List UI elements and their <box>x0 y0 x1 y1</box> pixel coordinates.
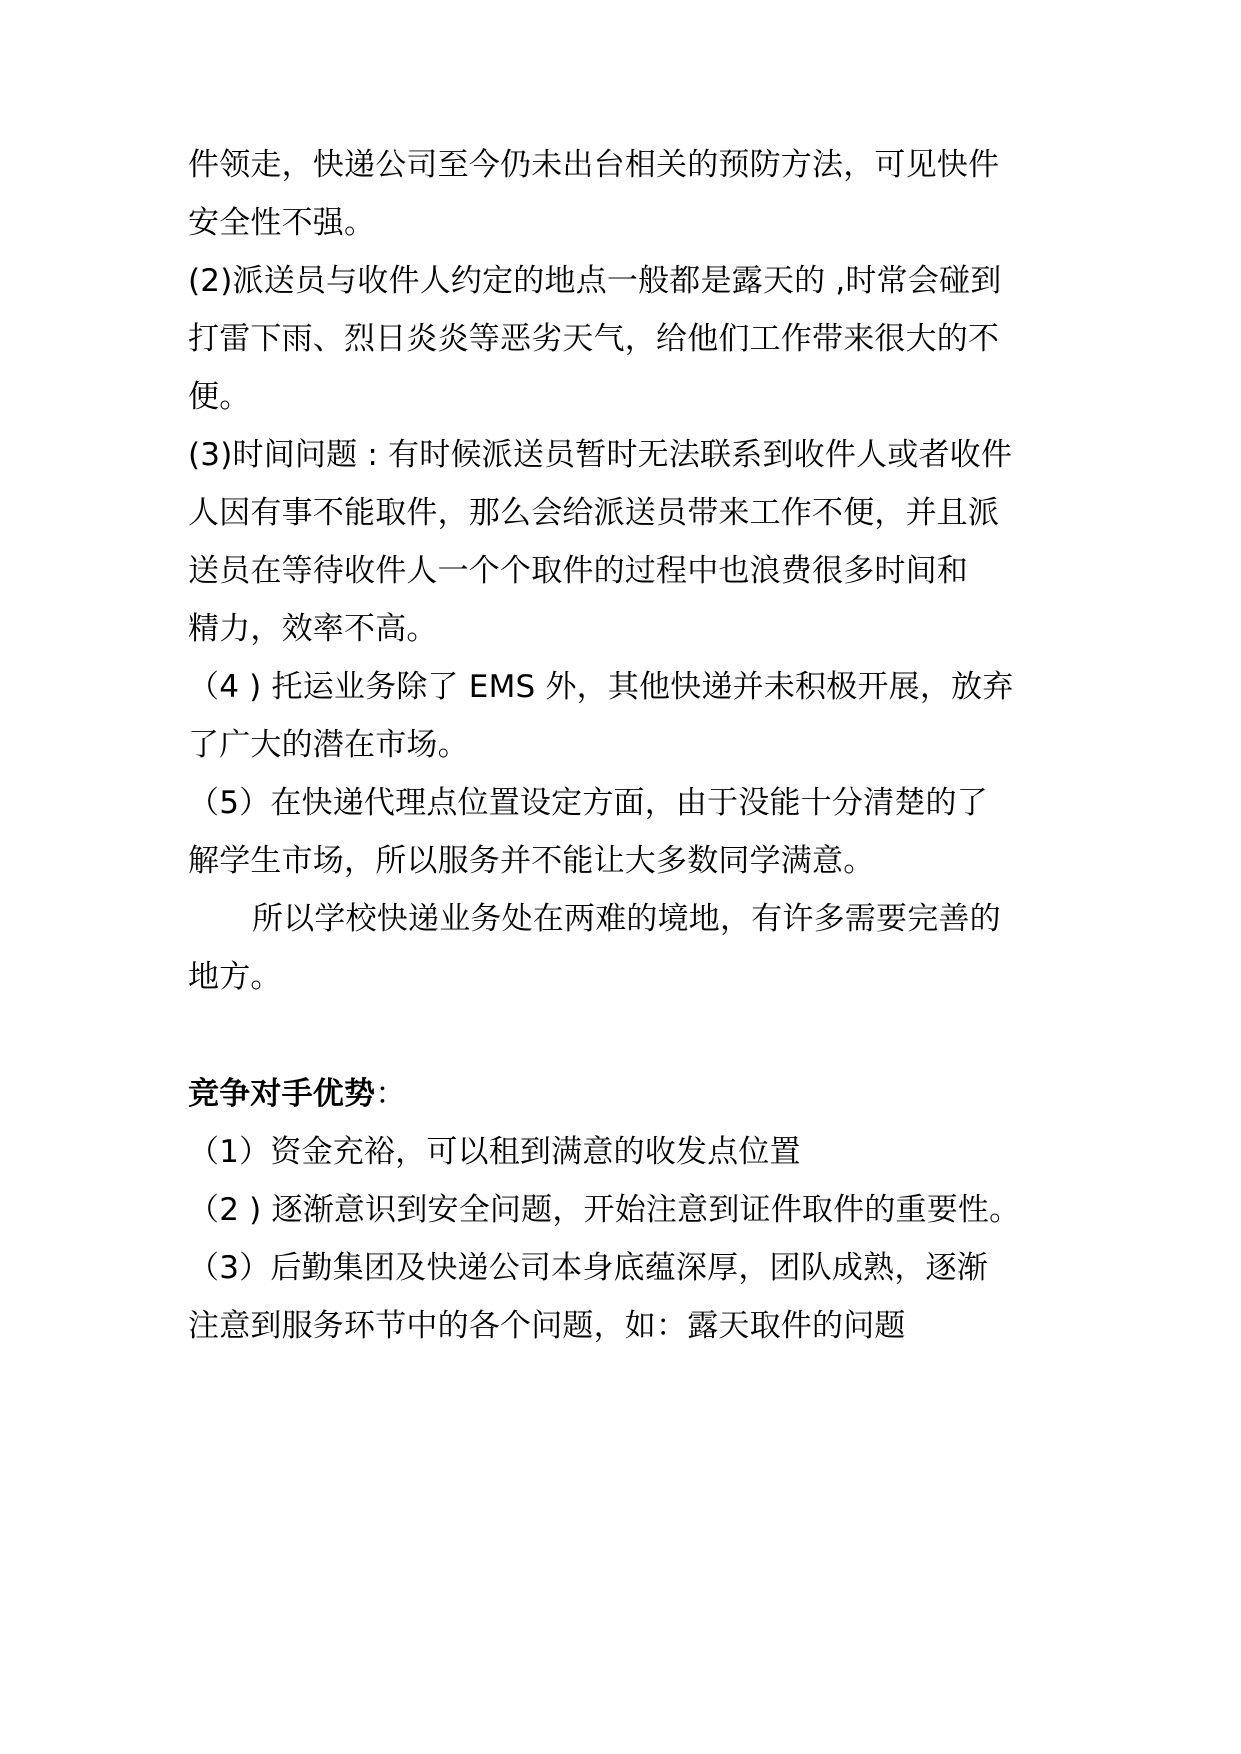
text-line: 人因有事不能取件，那么会给派送员带来工作不便，并且派 <box>188 495 1000 531</box>
section-heading-colon: ： <box>375 1076 407 1112</box>
text-line: 了广大的潜在市场。 <box>188 727 469 763</box>
text-line: 精力，效率不高。 <box>188 611 438 647</box>
section-heading-text: 竞争对手优势 <box>188 1076 376 1112</box>
text-line: (3)时间问题 : 有时候派送员暂时无法联系到收件人或者收件 <box>188 437 1013 473</box>
text-line: 注意到服务环节中的各个问题，如：露天取件的问题 <box>188 1308 906 1344</box>
text-line: 所以学校快递业务处在两难的境地，有许多需要完善的 <box>252 901 1001 937</box>
section-heading <box>188 1072 1068 1116</box>
text-line: （1）资金充裕，可以租到满意的收发点位置 <box>188 1134 801 1170</box>
text-line: 地方。 <box>188 959 282 995</box>
text-line: 便。 <box>188 379 251 415</box>
text-line: 件领走，快递公司至今仍未出台相关的预防方法，可见快件 <box>188 147 1000 183</box>
text-line: （4 ) 托运业务除了 EMS 外，其他快递并未积极开展，放弃 <box>188 669 1014 705</box>
text-line: 送员在等待收件人一个个取件的过程中也浪费很多时间和 <box>188 553 968 589</box>
text-line: 安全性不强。 <box>188 205 376 241</box>
text-line: 打雷下雨、烈日炎炎等恶劣天气，给他们工作带来很大的不 <box>188 321 1000 357</box>
text-line: 解学生市场，所以服务并不能让大多数同学满意。 <box>188 843 875 879</box>
text-line: （2 ) 逐渐意识到安全问题，开始注意到证件取件的重要性。 <box>188 1192 1021 1228</box>
text-line: (2)派送员与收件人约定的地点一般都是露天的 ,时常会碰到 <box>188 263 1002 299</box>
text-line: （5）在快递代理点位置设定方面，由于没能十分清楚的了 <box>188 785 988 821</box>
text-line: （3）后勤集团及快递公司本身底蕴深厚，团队成熟，逐渐 <box>188 1250 988 1286</box>
